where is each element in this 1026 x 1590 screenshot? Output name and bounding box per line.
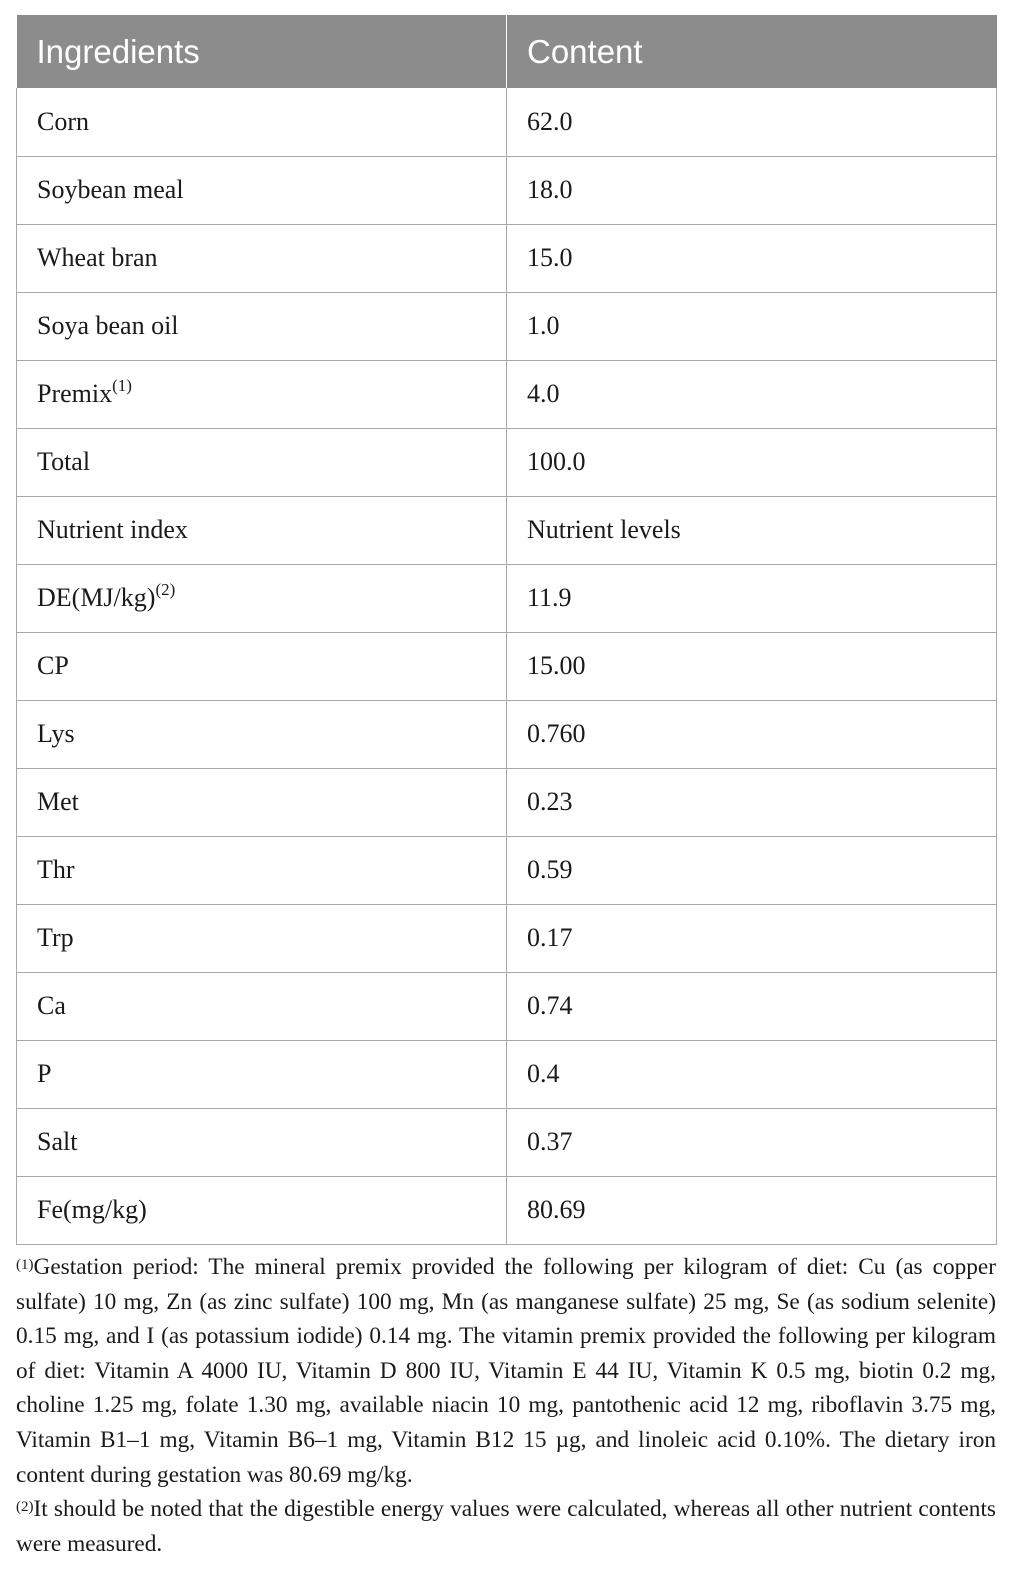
table-row — [17, 972, 997, 1040]
table-row — [17, 428, 997, 496]
header-content: Content — [507, 15, 997, 88]
table-row — [17, 1040, 997, 1108]
footnote-2-text: It should be noted that the digestible energy values were calculated, whereas all other nutrient contents were measured. — [16, 1496, 996, 1557]
ingredient-cell — [17, 768, 507, 836]
content-value-cell: Nutrient levels — [507, 496, 997, 564]
content-value-cell: 100.0 — [507, 428, 997, 496]
ingredient-name: Salt — [37, 1127, 78, 1156]
table-row — [17, 904, 997, 972]
content-value-cell: 0.760 — [507, 700, 997, 768]
content-value-cell: 0.23 — [507, 768, 997, 836]
table-row — [17, 292, 997, 360]
footnote-2 — [16, 1492, 996, 1561]
table-row — [17, 360, 997, 428]
ingredient-cell — [17, 496, 507, 564]
content-value-cell: 18.0 — [507, 156, 997, 224]
table-row — [17, 224, 997, 292]
table-row — [17, 496, 997, 564]
ingredient-name: DE(MJ/kg) — [37, 583, 156, 612]
ingredient-cell — [17, 1040, 507, 1108]
ingredient-cell — [17, 156, 507, 224]
footnote-1-marker: (1) — [16, 1257, 34, 1273]
ingredient-name: Met — [37, 787, 79, 816]
table-row — [17, 156, 997, 224]
content-value-cell: 0.59 — [507, 836, 997, 904]
ingredient-cell — [17, 700, 507, 768]
ingredient-name: Soya bean oil — [37, 311, 179, 340]
ingredient-name: Fe(mg/kg) — [37, 1195, 147, 1224]
ingredient-name: CP — [37, 651, 69, 680]
ingredient-name: Nutrient index — [37, 515, 188, 544]
table-header — [17, 15, 997, 88]
footnote-1-text: Gestation period: The mineral premix provided the following per kilogram of diet: Cu (as copper sulfate) 10 mg, Zn (as zinc sulfate) 100 mg, Mn (as manganese sulfate) 25 mg, Se (as sodium selenite) 0.15 mg, and I (as potassium iodide) 0.14 mg. The vitamin premix provided the following per kilogram of diet: Vitamin A 4000 IU, Vitamin D 800 IU, Vitamin E 44 IU, Vitamin K 0.5 mg, biotin 0.2 mg, choline 1.25 mg, folate 1.30 mg, available niacin 10 mg, pantothenic acid 12 mg, riboflavin 3.75 mg, Vitamin B1–1 mg, Vitamin B6–1 mg, Vitamin B12 15 µg, and linoleic acid 0.10%. The dietary iron content during gestation was 80.69 mg/kg. — [16, 1254, 996, 1488]
table-row — [17, 700, 997, 768]
footnote-reference: (1) — [112, 376, 132, 395]
footnote-reference: (2) — [155, 580, 176, 599]
diet-composition-table-container — [16, 15, 996, 1245]
table-row — [17, 1176, 997, 1244]
ingredient-name: Soybean meal — [37, 175, 184, 204]
ingredient-name: Premix — [37, 379, 113, 408]
content-value-cell: 15.00 — [507, 632, 997, 700]
table-row — [17, 632, 997, 700]
content-value-cell: 1.0 — [507, 292, 997, 360]
table-footnotes — [16, 1250, 996, 1561]
table-row — [17, 88, 997, 156]
ingredient-cell — [17, 564, 507, 632]
ingredient-name: Ca — [37, 991, 66, 1020]
table-row — [17, 1108, 997, 1176]
header-row — [17, 15, 997, 88]
table-row — [17, 564, 997, 632]
ingredient-name: Corn — [37, 106, 89, 136]
content-value-cell: 0.4 — [507, 1040, 997, 1108]
table-row — [17, 768, 997, 836]
ingredient-cell — [17, 428, 507, 496]
header-ingredients: Ingredients — [17, 15, 507, 88]
content-value-cell: 15.0 — [507, 224, 997, 292]
footnote-2-marker: (2) — [16, 1499, 34, 1516]
footnote-1 — [16, 1250, 996, 1492]
ingredient-cell — [17, 88, 507, 156]
ingredient-name: Thr — [37, 855, 75, 884]
diet-composition-table — [16, 15, 997, 1245]
content-value-cell: 0.37 — [507, 1108, 997, 1176]
ingredient-cell — [17, 836, 507, 904]
content-value-cell: 11.9 — [507, 564, 997, 632]
ingredient-cell — [17, 1108, 507, 1176]
ingredient-name: Lys — [37, 719, 75, 748]
ingredient-cell — [17, 224, 507, 292]
ingredient-cell — [17, 972, 507, 1040]
ingredient-name: Total — [37, 447, 91, 476]
ingredient-name: Trp — [37, 923, 74, 952]
ingredient-cell — [17, 904, 507, 972]
content-value-cell: 62.0 — [507, 88, 997, 156]
ingredient-name: Wheat bran — [37, 243, 158, 272]
table-row — [17, 836, 997, 904]
content-value-cell: 0.17 — [507, 904, 997, 972]
table-body — [17, 88, 997, 1244]
content-value-cell: 4.0 — [507, 360, 997, 428]
ingredient-cell — [17, 360, 507, 428]
content-value-cell: 0.74 — [507, 972, 997, 1040]
ingredient-cell — [17, 1176, 507, 1244]
content-value-cell: 80.69 — [507, 1176, 997, 1244]
ingredient-name: P — [37, 1059, 52, 1088]
ingredient-cell — [17, 292, 507, 360]
ingredient-cell — [17, 632, 507, 700]
